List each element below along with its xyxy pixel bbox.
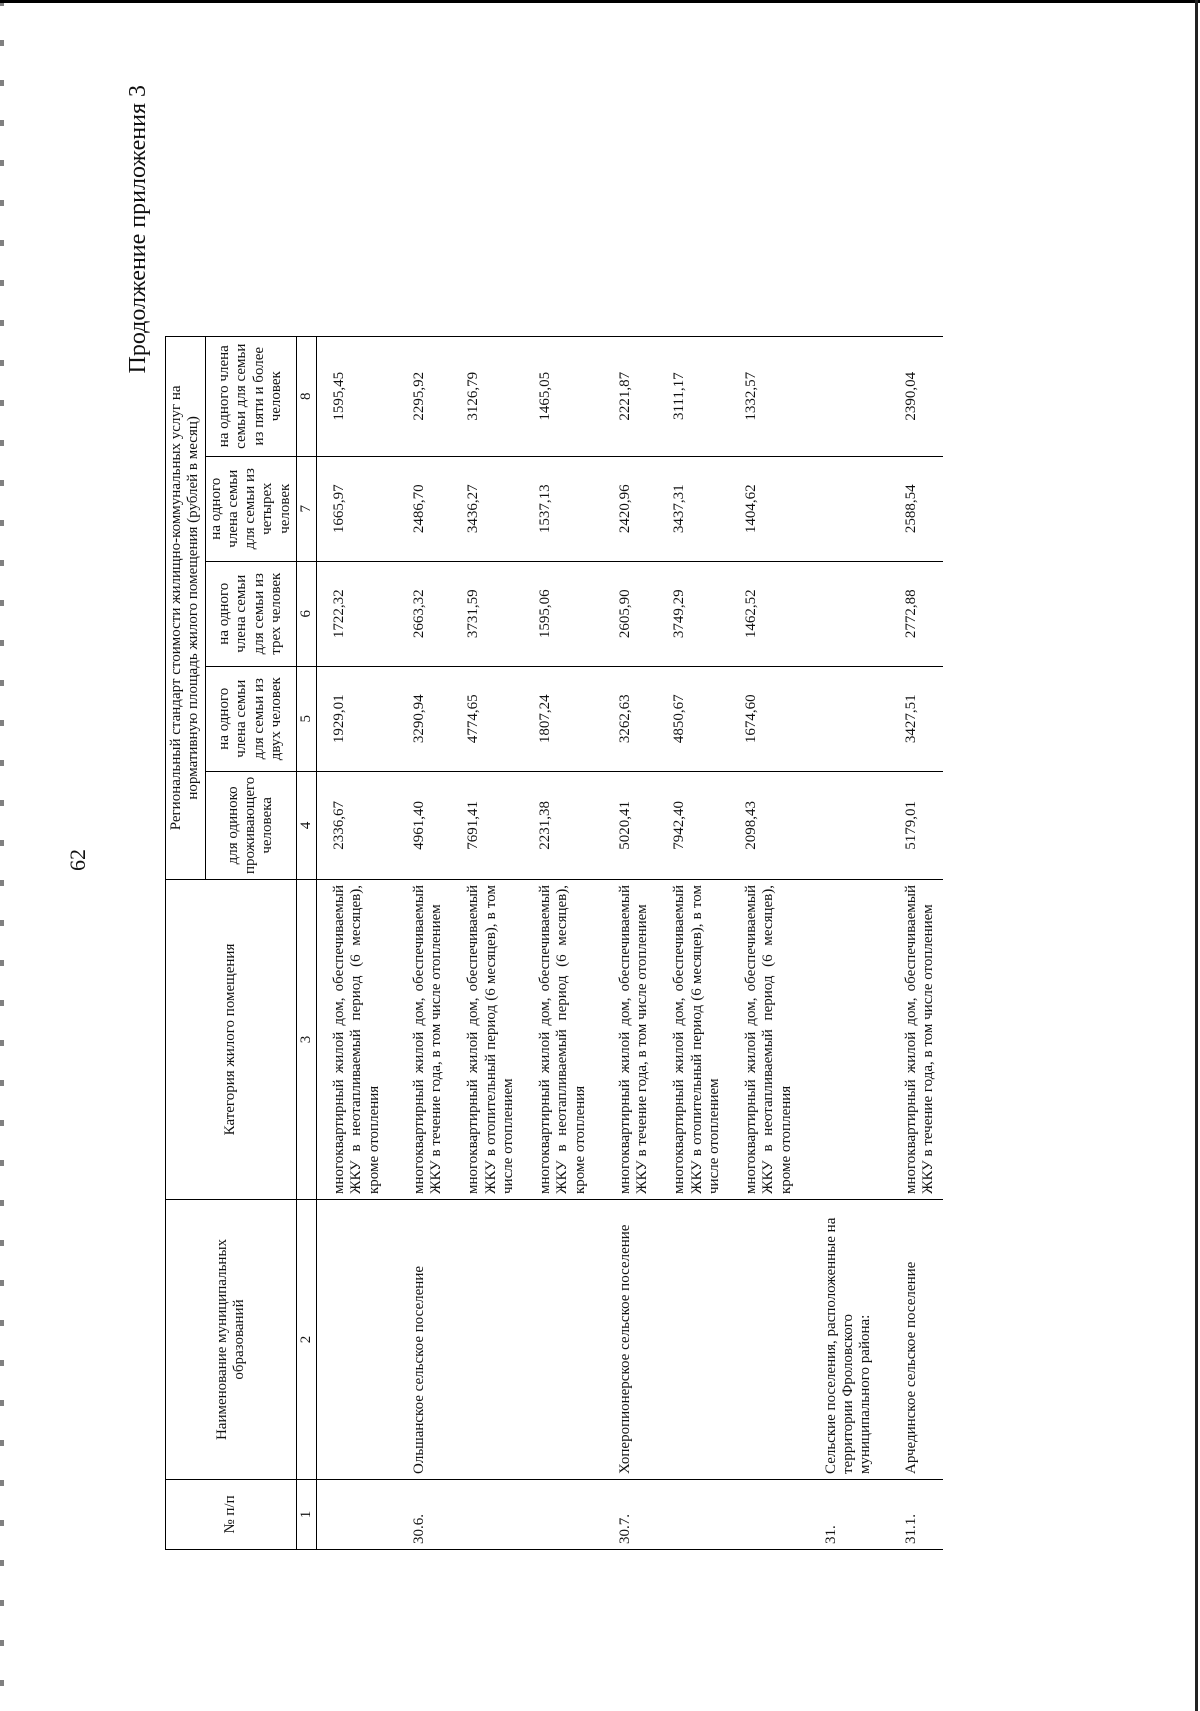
row-value-single: 7691,41 [451, 771, 523, 879]
row-value-family-5-plus: 1332,57 [729, 336, 801, 456]
row-value-family-2: 4774,65 [451, 666, 523, 771]
column-number: 5 [296, 666, 316, 771]
row-municipality: Арчединское сельское поселение [881, 1200, 944, 1480]
table-row [451, 336, 523, 1549]
table-row [881, 336, 944, 1549]
row-value-family-4: 1404,62 [729, 456, 801, 561]
row-municipality: Сельские поселения, расположенные на территории Фроловского муниципального района: [801, 1200, 881, 1480]
row-municipality [729, 1200, 801, 1480]
header-family-5-plus: на одного члена семьи для семьи из пяти и более человек [205, 336, 296, 456]
row-number: 30.6. [389, 1480, 452, 1550]
row-value-family-3: 3731,59 [451, 561, 523, 666]
scan-edge-left [0, 0, 4, 1711]
header-category: Категория жилого помещения [166, 880, 297, 1200]
row-value-single: 7942,40 [657, 771, 729, 879]
row-value-family-3: 2772,88 [881, 561, 944, 666]
row-municipality: Ольшанское сельское поселение [389, 1200, 452, 1480]
row-municipality [451, 1200, 523, 1480]
row-value-family-5-plus: 2295,92 [389, 336, 452, 456]
row-value-family-5-plus: 1595,45 [317, 336, 389, 456]
row-category: многоквартирный жилой дом, обеспечиваемый ЖКУ в неотапливаемый период (6 месяцев), кроме отопления [523, 880, 595, 1200]
row-category: многоквартирный жилой дом, обеспечиваемый ЖКУ в неотапливаемый период (6 месяцев), кроме отопления [317, 880, 389, 1200]
column-number: 6 [296, 561, 316, 666]
row-number: 30.7. [595, 1480, 658, 1550]
row-value-family-4: 2420,96 [595, 456, 658, 561]
row-value-family-4: 2486,70 [389, 456, 452, 561]
row-value-family-3: 3749,29 [657, 561, 729, 666]
row-value-single: 2231,38 [523, 771, 595, 879]
row-number [317, 1480, 389, 1550]
table-row [389, 336, 452, 1549]
row-value-family-5-plus: 2390,04 [881, 336, 944, 456]
row-number: 31.1. [881, 1480, 944, 1550]
table-row [317, 336, 389, 1549]
row-value-single: 2098,43 [729, 771, 801, 879]
housing-cost-table [165, 336, 943, 1550]
table-row [657, 336, 729, 1549]
row-value-single: 2336,67 [317, 771, 389, 879]
row-value-family-2: 1929,01 [317, 666, 389, 771]
row-value-family-2: 4850,67 [657, 666, 729, 771]
row-value-family-5-plus: 3126,79 [451, 336, 523, 456]
row-value-family-2 [801, 666, 881, 771]
header-family-3: на одного члена семьи для семьи из трех человек [205, 561, 296, 666]
row-category: многоквартирный жилой дом, обеспечиваемый ЖКУ в отопительный период (6 месяцев), в том числе отоплением [657, 880, 729, 1200]
row-value-family-3: 2605,90 [595, 561, 658, 666]
row-category [801, 880, 881, 1200]
row-number [523, 1480, 595, 1550]
header-number: № п/п [166, 1480, 297, 1550]
row-value-family-4: 3436,27 [451, 456, 523, 561]
row-value-family-2: 3290,94 [389, 666, 452, 771]
row-number [657, 1480, 729, 1550]
row-value-family-2: 1674,60 [729, 666, 801, 771]
row-value-family-2: 3262,63 [595, 666, 658, 771]
row-category: многоквартирный жилой дом, обеспечиваемый ЖКУ в течение года, в том числе отоплением [595, 880, 658, 1200]
row-category: многоквартирный жилой дом, обеспечиваемый ЖКУ в отопительный период (6 месяцев), в том числе отоплением [451, 880, 523, 1200]
column-number: 3 [296, 880, 316, 1200]
row-value-family-4: 1537,13 [523, 456, 595, 561]
column-number: 2 [296, 1200, 316, 1480]
row-value-single [801, 771, 881, 879]
row-value-family-5-plus: 3111,17 [657, 336, 729, 456]
row-municipality [657, 1200, 729, 1480]
scan-edge-top [0, 0, 1200, 3]
row-number [451, 1480, 523, 1550]
row-municipality [317, 1200, 389, 1480]
row-value-family-5-plus: 2221,87 [595, 336, 658, 456]
table-row [729, 336, 801, 1549]
header-single-person: для одиноко проживающего человека [205, 771, 296, 879]
row-value-family-4: 2588,54 [881, 456, 944, 561]
row-number: 31. [801, 1480, 881, 1550]
table-row [523, 336, 595, 1549]
header-family-4: на одного члена семьи для семьи из четырех человек [205, 456, 296, 561]
scan-edge-right [1195, 0, 1198, 1711]
rotated-document-page [15, 70, 1145, 1670]
header-family-2: на одного члена семьи для семьи из двух человек [205, 666, 296, 771]
row-value-family-3: 1595,06 [523, 561, 595, 666]
column-number: 1 [296, 1480, 316, 1550]
column-number-row [296, 336, 316, 1549]
row-category: многоквартирный жилой дом, обеспечиваемый ЖКУ в течение года, в том числе отоплением [389, 880, 452, 1200]
page-number: 62 [65, 849, 90, 871]
row-number [729, 1480, 801, 1550]
row-value-family-3: 1722,32 [317, 561, 389, 666]
row-value-family-5-plus: 1465,05 [523, 336, 595, 456]
row-value-family-4: 1665,97 [317, 456, 389, 561]
row-value-single: 5179,01 [881, 771, 944, 879]
table-row [595, 336, 658, 1549]
row-value-family-4: 3437,31 [657, 456, 729, 561]
row-value-family-3: 1462,52 [729, 561, 801, 666]
row-value-family-4 [801, 456, 881, 561]
row-value-family-2: 3427,51 [881, 666, 944, 771]
row-value-family-5-plus [801, 336, 881, 456]
row-municipality: Хоперопионерское сельское поселение [595, 1200, 658, 1480]
header-regional-standard: Региональный стандарт стоимости жилищно-коммунальных услуг на нормативную площадь жилого помещения (рублей в месяц) [166, 336, 206, 879]
table-row-section [801, 336, 881, 1549]
row-value-family-3 [801, 561, 881, 666]
row-value-family-3: 2663,32 [389, 561, 452, 666]
row-value-family-2: 1807,24 [523, 666, 595, 771]
row-value-single: 5020,41 [595, 771, 658, 879]
row-category: многоквартирный жилой дом, обеспечиваемый ЖКУ в неотапливаемый период (6 месяцев), кроме отопления [729, 880, 801, 1200]
column-number: 4 [296, 771, 316, 879]
header-municipality: Наименование муниципальных образований [166, 1200, 297, 1480]
continuation-heading: Продолжение приложения 3 [125, 85, 151, 374]
column-number: 7 [296, 456, 316, 561]
row-category: многоквартирный жилой дом, обеспечиваемый ЖКУ в течение года, в том числе отоплением [881, 880, 944, 1200]
row-value-single: 4961,40 [389, 771, 452, 879]
column-number: 8 [296, 336, 316, 456]
row-municipality [523, 1200, 595, 1480]
